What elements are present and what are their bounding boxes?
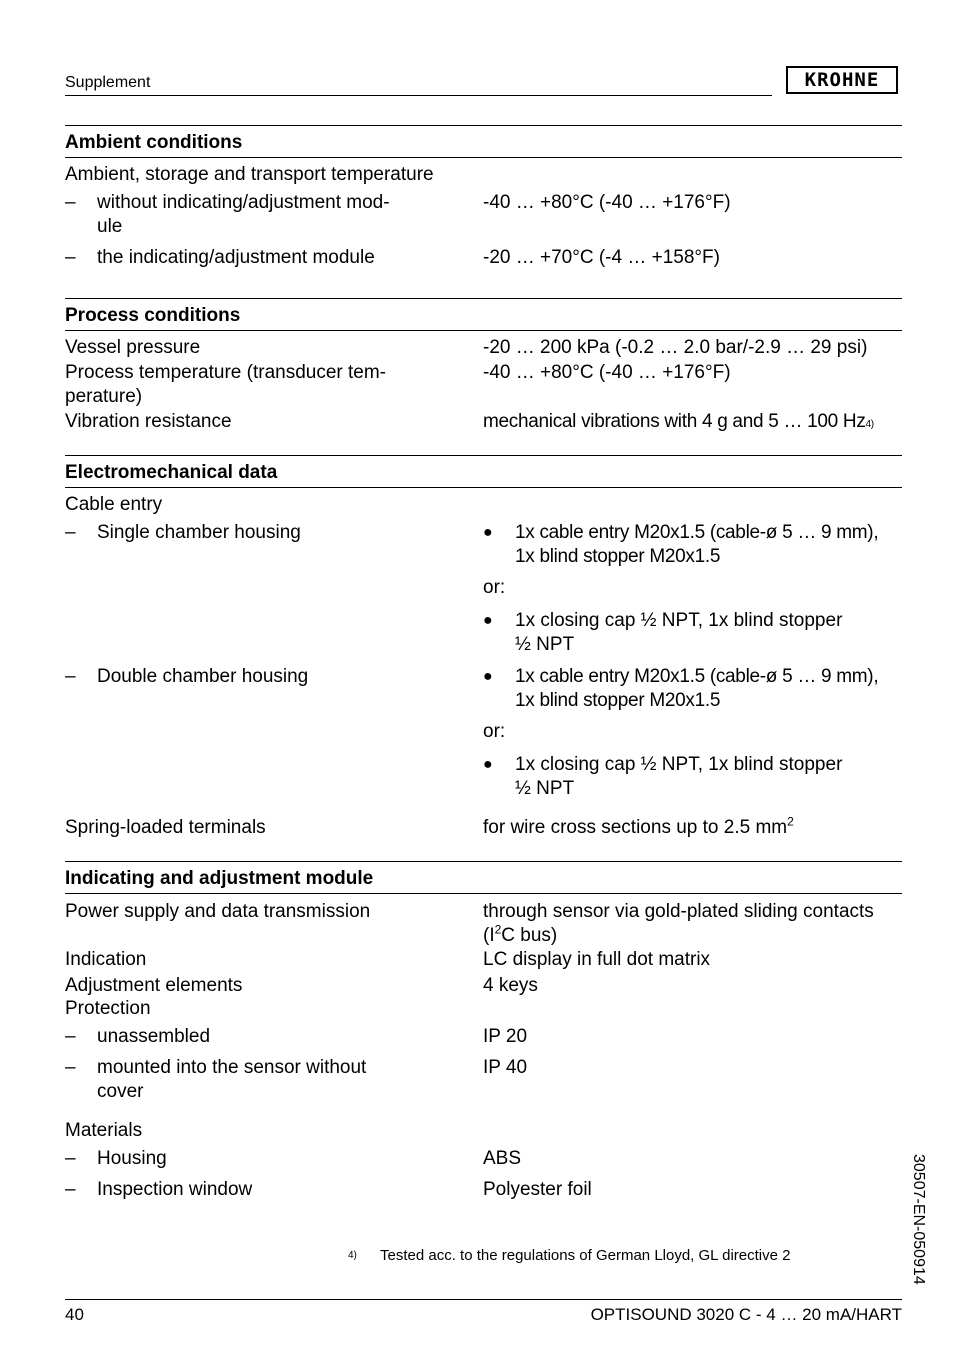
housing-value: ABS (483, 1148, 522, 1169)
power-text-post: C bus) (501, 925, 558, 946)
process-temp-value: -40 … +80°C (-40 … +176°F) (483, 362, 731, 383)
header-rule (65, 95, 772, 96)
ambient-without-value: -40 … +80°C (-40 … +176°F) (483, 192, 731, 213)
power-value-line2 (483, 924, 557, 948)
dash: – (65, 1179, 76, 1200)
power-label: Power supply and data transmission (65, 901, 371, 922)
single-option-1: 1x cable entry M20x1.5 (cable-ø 5 … 9 mm), 1x blind stopper M20x1.5 (515, 522, 879, 567)
dash: – (65, 247, 76, 268)
terminals-value (483, 816, 794, 840)
dash: – (65, 1026, 76, 1047)
window-label: Inspection window (97, 1179, 253, 1200)
housing-label: Housing (97, 1148, 167, 1169)
single-option-2: 1x closing cap ½ NPT, 1x blind stopper ½ NPT (515, 610, 843, 655)
section-title-electromechanical: Electromechanical data (65, 462, 278, 483)
ambient-with-label: the indicating/adjustment module (97, 247, 375, 268)
indication-value: LC display in full dot matrix (483, 949, 711, 970)
vibration-text: mechanical vibrations with 4 g and 5 … 100 Hz (483, 411, 866, 432)
bullet-icon: ● (483, 756, 493, 773)
footer-rule (65, 1299, 902, 1300)
bullet-icon: ● (483, 612, 493, 629)
section-title-module: Indicating and adjustment module (65, 868, 374, 889)
power-value-line1: through sensor via gold-plated sliding contacts (483, 901, 874, 922)
dash: – (65, 666, 76, 687)
terminals-text: for wire cross sections up to 2.5 mm (483, 817, 788, 838)
mounted-label: mounted into the sensor without cover (97, 1057, 367, 1102)
double-or: or: (483, 721, 506, 742)
section-rule-bottom (65, 330, 902, 331)
section-rule-top (65, 125, 902, 126)
section-rule-bottom (65, 487, 902, 488)
double-option-2: 1x closing cap ½ NPT, 1x blind stopper ½ NPT (515, 754, 843, 799)
section-rule-top (65, 861, 902, 862)
product-name: OPTISOUND 3020 C - 4 … 20 mA/HART (590, 1305, 902, 1324)
section-rule-bottom (65, 893, 902, 894)
process-temp-label: Process temperature (transducer tem- perature) (65, 362, 387, 407)
dash: – (65, 522, 76, 543)
protection-label: Protection (65, 998, 151, 1019)
superscript: 2 (787, 814, 794, 829)
adjustment-value: 4 keys (483, 975, 538, 996)
indication-label: Indication (65, 949, 147, 970)
vibration-value (483, 410, 874, 437)
single-or: or: (483, 577, 506, 598)
footnote-text: Tested acc. to the regulations of German Lloyd, GL directive 2 (380, 1247, 791, 1264)
section-rule-top (65, 298, 902, 299)
footnote-ref: 4) (865, 419, 874, 430)
double-chamber-label: Double chamber housing (97, 666, 309, 687)
single-chamber-label: Single chamber housing (97, 522, 301, 543)
unassembled-value: IP 20 (483, 1026, 528, 1047)
double-option-1: 1x cable entry M20x1.5 (cable-ø 5 … 9 mm), 1x blind stopper M20x1.5 (515, 666, 879, 711)
bullet-icon: ● (483, 668, 493, 685)
dash: – (65, 1148, 76, 1169)
terminals-label: Spring-loaded terminals (65, 817, 266, 838)
window-value: Polyester foil (483, 1179, 592, 1200)
section-title-ambient: Ambient conditions (65, 132, 243, 153)
ambient-with-value: -20 … +70°C (-4 … +158°F) (483, 247, 720, 268)
document-code: 30507-EN-050914 (910, 1154, 927, 1285)
materials-label: Materials (65, 1120, 143, 1141)
ambient-temp-label: Ambient, storage and transport temperature (65, 164, 434, 185)
header-section: Supplement (65, 74, 151, 91)
section-rule-bottom (65, 157, 902, 158)
page-number: 40 (65, 1305, 84, 1324)
krohne-logo: KROHNE (786, 66, 898, 94)
superscript: 2 (494, 922, 502, 937)
adjustment-label: Adjustment elements (65, 975, 243, 996)
footnote-mark: 4) (348, 1250, 357, 1261)
unassembled-label: unassembled (97, 1026, 211, 1047)
power-text-pre: (I (483, 925, 495, 946)
dash: – (65, 192, 76, 213)
vessel-pressure-label: Vessel pressure (65, 337, 201, 358)
bullet-icon: ● (483, 524, 493, 541)
vessel-pressure-value: -20 … 200 kPa (-0.2 … 2.0 bar/-2.9 … 29 psi) (483, 337, 868, 358)
section-rule-top (65, 455, 902, 456)
section-title-process: Process conditions (65, 305, 241, 326)
dash: – (65, 1057, 76, 1078)
mounted-value: IP 40 (483, 1057, 528, 1078)
ambient-without-label: without indicating/adjustment mod- ule (97, 192, 390, 237)
vibration-label: Vibration resistance (65, 411, 232, 432)
cable-entry-label: Cable entry (65, 494, 163, 515)
